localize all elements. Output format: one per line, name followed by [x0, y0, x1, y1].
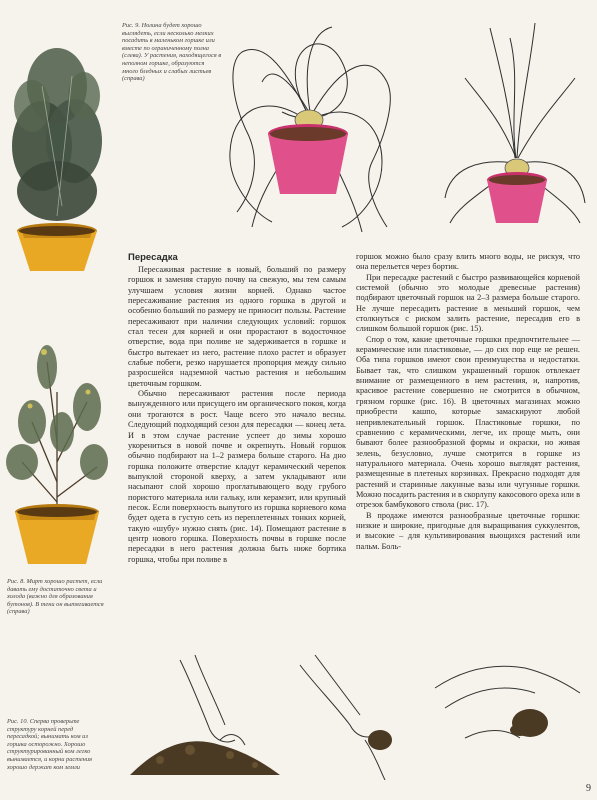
- paragraph: При пересадке растений с быстро развивающейся корневой системой (обычно это молодые древесные растения) подбирают цветочный горшок на 2–3 размера больше старого. Не лучше пересадить растение в меньший горшок, чем столкнуться с риском залить растение, пересадив его в слишком большой горшок (рис. 15).: [356, 272, 580, 334]
- text-column-left: [128, 265, 346, 565]
- paragraph: В продаже имеются разнообразные цветочные горшки: низкие и широкие, пригодные для выращивания суккулентов, и высокие – для культивирования вьющихся растений или пальм. Боль-: [356, 510, 580, 551]
- paragraph: Обычно пересаживают растения после периода вынужденного или присущего им органического покоя, когда они трогаются в рост. Чаще всего это начало весны. Следующий подходящий сезон для пересадки — конец лета. И в этом случае растение успеет до зимы хорошо укорениться в новой почве и окрепнуть. Новый горшок обычно подбирают на 1–2 размера больше старого. На дно горшка положите отверстие кладут керамический черепок выпуклой стороной кверху, а затем укладывают или насыпают слой хорошо проглатывающего воду грубого пористого материала или гальку, или керамзит, или крупный песок. Если поверхность выпутого из горшка корневого кома будет одета в густую сеть из переплетенных тонких корней, такую «шубу» нужно снять (рис. 14). Помещают растение в центр нового горшка. Поверхность почвы в горшке после пересадки в него растения должна быть ниже бортика горшка, чтобы при поливе в: [128, 389, 346, 564]
- figure-9-caption: Рис. 9. Нолина будет хорошо выглядеть, если несколько мелких посадить в маленьком горшке или вместе по ограниченному полна (слева). У растения, находящегося в неполном горшке, образуются много бледных и слабых листьев (справа): [122, 22, 222, 83]
- myrtle-plant-illustration-bottom: [2, 332, 112, 572]
- flower-pot-icon: [268, 124, 348, 194]
- myrtle-plant-illustration-top: [2, 26, 112, 276]
- paragraph: горшок можно было сразу влить много воды, не рискуя, что она перельется через бортик.: [356, 252, 580, 272]
- paragraph: Спор о том, какие цветочные горшки предпочтительнее — керамические или пластиковые, — до сих пор еще не решен. Оба типа горшков имеют свои преимущества и недостатки. Бывает так, что слишком украшенный горшок отвлекает внимание от размещенного в нем растения, и, напротив, красивое растение совершенно не смотрится в обычном, грязном горшке (рис. 16). В цветочных магазинах можно приобрести кашпо, которые замаскируют любой непривлекательный горшок. Пластиковые горшки, по сравнению с керамическими, легче, их проще мыть, они бывают более разнообразной формы и окраски, но живая зелень, безусловно, лучше смотрится в горшке из натурального материала. Очень хорошо выглядят растения, размещенные в плетеных корзинках. Прекрасно подходят для растений и старинные лакунные вазы или чугунные горшки. Можно посадить растения и в скорлупу какосового ореха или в отрезок бамбукового ствола (рис. 17).: [356, 334, 580, 510]
- repotting-hands-illustration-1: [120, 650, 290, 780]
- paragraph: Пересаживая растение в новый, больший по размеру горшок и заменяя старую почву на свежую, мы тем самым улучшаем условия жизни корней. Однако частое пересаживание растения из одного горшка в другой и особенно больший по размеру не приносит пользы. Растение пересаживают при наличии следующих условий: горшок стал тесен для корней и они прорастают в водосточное отверстие, вода при поливе не задерживается в горшке и быстро вытекает из него, растение плохо растет и образует слабые побеги, резко нарушается пропорция между сильно разросшейся надземной частью растения и небольшим цветочным горшком.: [128, 265, 346, 388]
- flower-pot-icon: [17, 223, 97, 271]
- section-heading: Пересадка: [128, 252, 178, 263]
- repotting-hands-illustration-2: [295, 645, 415, 780]
- text-column-right: [356, 252, 580, 552]
- figure-10-caption: Рис. 10. Сперва проверьте структуру корней перед пересадкой; вынимать ком из горшка осторожно. Хорошо структурированный ком легко вынимается, и корни растения хорошо держат ком земли: [7, 718, 93, 771]
- figure-8-caption: Рис. 8. Мирт хорошо растет, если давать ему достаточно света и холода (важно для образования бутонов). В тени он вытягивается (справа): [7, 578, 104, 616]
- nolina-plant-illustration-left: [222, 22, 397, 237]
- flower-pot-icon: [487, 172, 547, 223]
- page-number: 9: [586, 783, 591, 794]
- flower-pot-icon: [15, 504, 99, 564]
- nolina-plant-illustration-right: [440, 18, 590, 228]
- repotting-hands-illustration-3: [425, 648, 585, 773]
